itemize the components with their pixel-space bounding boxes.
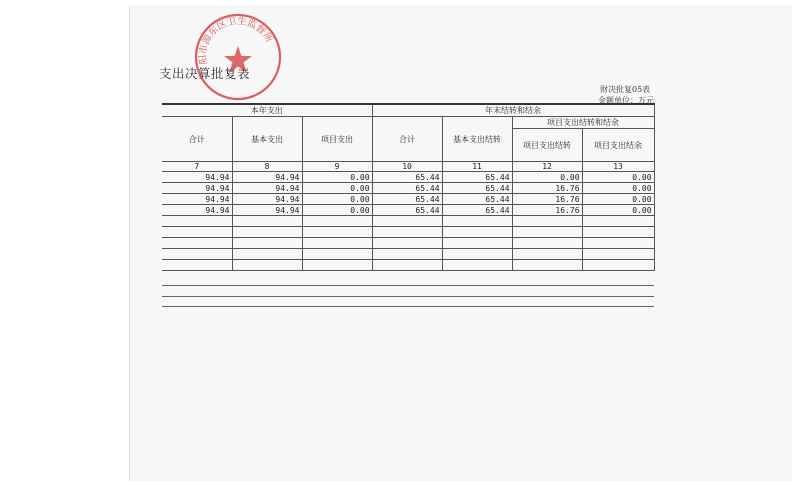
cell-carryover-total: 65.44 [372, 183, 442, 194]
table-row [162, 172, 654, 183]
cell-total: 94.94 [162, 183, 232, 194]
empty-row [162, 227, 654, 238]
table-bottom-rule [162, 296, 654, 297]
empty-row [162, 238, 654, 249]
column-number: 9 [302, 162, 372, 172]
header-project-carryover: 项目支出结转 [512, 129, 582, 162]
cell-project-carryover: 16.76 [512, 183, 582, 194]
table-row [162, 183, 654, 194]
cell-project: 0.00 [302, 172, 372, 183]
cell-basic: 94.94 [232, 205, 302, 216]
empty-row [162, 216, 654, 227]
empty-row [162, 260, 654, 271]
cell-basic: 94.94 [232, 183, 302, 194]
cell-basic-carryover: 65.44 [442, 183, 512, 194]
cell-project-surplus: 0.00 [582, 172, 654, 183]
table-bottom-rule [162, 306, 654, 307]
document-title: 支出决算批复表 [159, 66, 251, 81]
column-number: 11 [442, 162, 512, 172]
cell-project-carryover: 16.76 [512, 194, 582, 205]
cell-total: 94.94 [162, 205, 232, 216]
header-basic-expenditure: 基本支出 [232, 117, 302, 162]
amount-unit: 金额单位：万元 [598, 96, 654, 105]
column-number: 8 [232, 162, 302, 172]
cell-project-surplus: 0.00 [582, 194, 654, 205]
header-total: 合计 [162, 117, 232, 162]
header-carryover-total: 合计 [372, 117, 442, 162]
cell-basic-carryover: 65.44 [442, 172, 512, 183]
header-project-expenditure: 项目支出 [302, 117, 372, 162]
cell-basic: 94.94 [232, 194, 302, 205]
column-number: 7 [162, 162, 232, 172]
header-project-surplus: 项目支出结余 [582, 129, 654, 162]
cell-basic-carryover: 65.44 [442, 194, 512, 205]
cell-project: 0.00 [302, 205, 372, 216]
cell-carryover-total: 65.44 [372, 194, 442, 205]
cell-project: 0.00 [302, 194, 372, 205]
cell-basic: 94.94 [232, 172, 302, 183]
empty-row [162, 249, 654, 260]
approval-table [162, 103, 655, 271]
header-basic-carryover: 基本支出结转 [442, 117, 512, 162]
cell-project-carryover: 16.76 [512, 205, 582, 216]
cell-carryover-total: 65.44 [372, 172, 442, 183]
group-header-current-expenditure: 本年支出 [162, 104, 372, 117]
table-row [162, 194, 654, 205]
cell-carryover-total: 65.44 [372, 205, 442, 216]
table-bottom-rule [162, 285, 654, 286]
cell-project-surplus: 0.00 [582, 205, 654, 216]
cell-basic-carryover: 65.44 [442, 205, 512, 216]
cell-total: 94.94 [162, 194, 232, 205]
official-seal-stamp [193, 12, 283, 102]
column-number: 12 [512, 162, 582, 172]
cell-project-carryover: 0.00 [512, 172, 582, 183]
column-number: 13 [582, 162, 654, 172]
seal-star-icon [224, 46, 252, 73]
cell-project: 0.00 [302, 183, 372, 194]
group-header-project-carryover: 项目支出结转和结余 [512, 117, 654, 129]
form-code: 财决批复05表 [600, 85, 651, 94]
cell-project-surplus: 0.00 [582, 183, 654, 194]
table-row [162, 205, 654, 216]
column-number: 10 [372, 162, 442, 172]
cell-total: 94.94 [162, 172, 232, 183]
seal-text: 阳市源东区卫生监督所 [197, 15, 275, 65]
group-header-year-end-carryover: 年末结转和结余 [372, 104, 654, 117]
